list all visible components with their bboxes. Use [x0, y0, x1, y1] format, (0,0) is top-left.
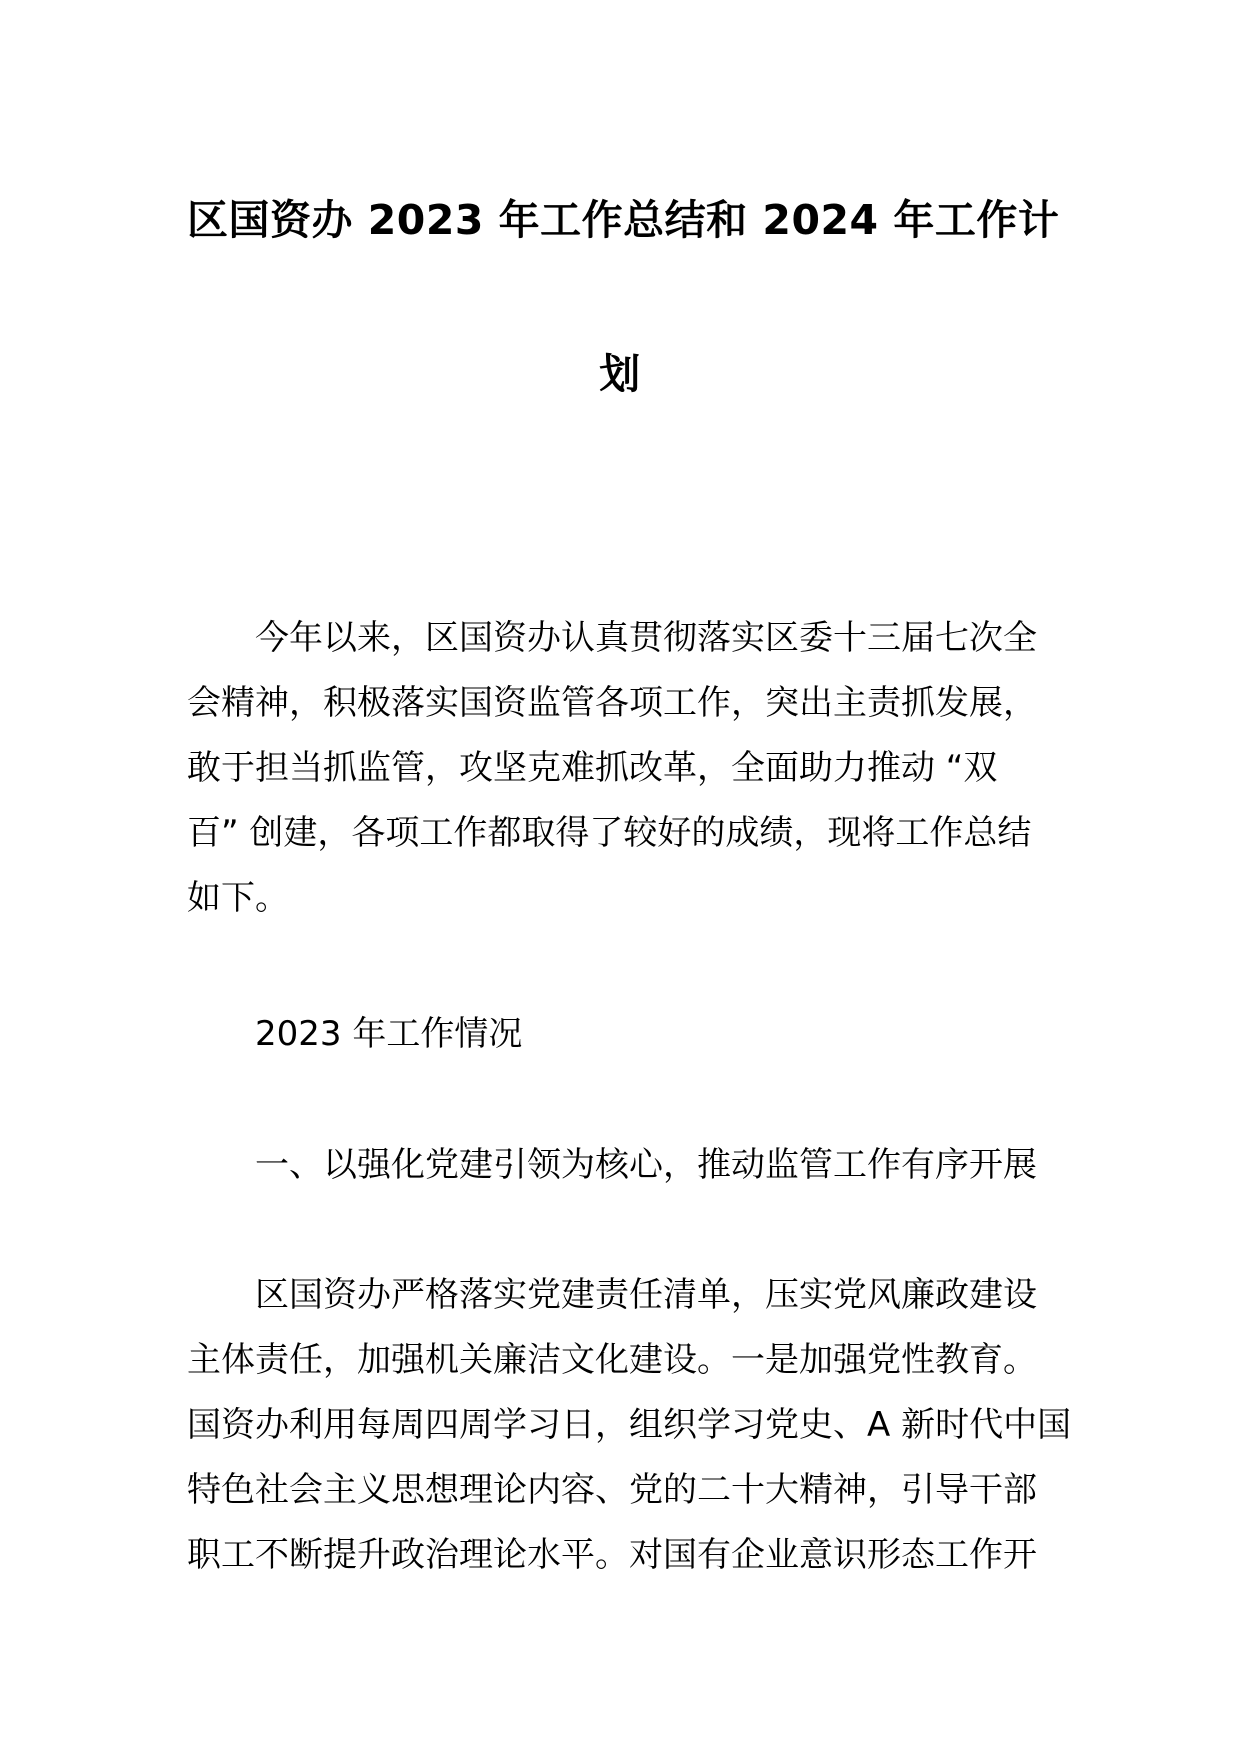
- body-line: 区国资办严格落实党建责任清单，压实党风廉政建设: [255, 1275, 1037, 1315]
- subheading-one-text: 一、以强化党建引领为核心，推动监管工作有序开展: [255, 1145, 1037, 1185]
- body-line: 特色社会主义思想理论内容、党的二十大精神，引导干部: [187, 1470, 1037, 1510]
- intro-line: 会精神，积极落实国资监管各项工作，突出主责抓发展，: [187, 683, 1037, 723]
- intro-line: 百” 创建，各项工作都取得了较好的成绩，现将工作总结: [187, 813, 1032, 853]
- body-line: 国资办利用每周四周学习日，组织学习党史、A 新时代中国: [187, 1405, 1072, 1445]
- intro-line: 敢于担当抓监管，攻坚克难抓改革，全面助力推动 “双: [187, 748, 998, 788]
- intro-line: 如下。: [187, 878, 289, 918]
- subheading-one: [187, 1133, 1053, 1198]
- body-line: 主体责任，加强机关廉洁文化建设。一是加强党性教育。: [187, 1340, 1037, 1380]
- body-line: 职工不断提升政治理论水平。对国有企业意识形态工作开: [187, 1535, 1037, 1575]
- section-heading: [187, 1002, 1053, 1067]
- section-heading-text: 2023 年工作情况: [255, 1014, 523, 1054]
- title-line-2: 划: [599, 350, 641, 398]
- intro-paragraph: [187, 606, 1053, 931]
- body-paragraph: [187, 1263, 1072, 1588]
- intro-line: 今年以来，区国资办认真贯彻落实区委十三届七次全: [255, 618, 1037, 658]
- title-line-1: 区国资办 2023 年工作总结和 2024 年工作计: [187, 196, 1060, 244]
